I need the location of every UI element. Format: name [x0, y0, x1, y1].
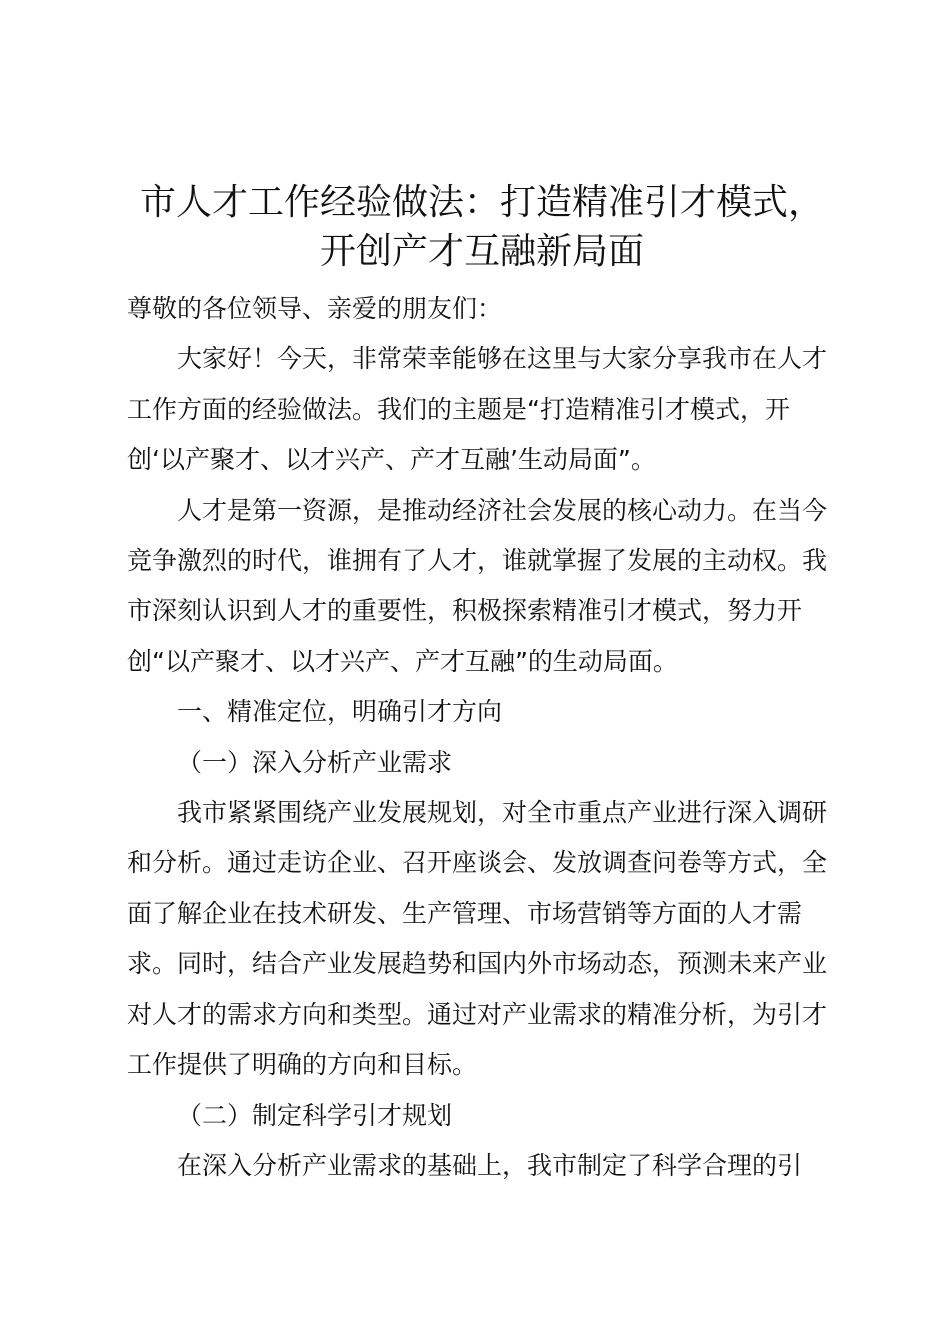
section-heading-1: 一、精准定位，明确引才方向	[177, 697, 503, 727]
document-title: 市人才工作经验做法：打造精准引才模式，开创产才互融新局面	[139, 182, 824, 272]
document-body	[127, 284, 837, 1191]
document-page	[127, 178, 837, 1191]
intro-paragraph: 大家好！今天，非常荣幸能够在这里与大家分享我市在人才工作方面的经验做法。我们的主题是“打造精准引才模式，开创‘以产聚才、以才兴产、产才互融’生动局面”。	[127, 344, 828, 475]
subsection-heading-1: （一）深入分析产业需求	[177, 747, 453, 777]
salutation: 尊敬的各位领导、亲爱的朋友们：	[127, 294, 503, 323]
subsection-heading-2: （二）制定科学引才规划	[177, 1100, 453, 1130]
subsection-paragraph-1: 我市紧紧围绕产业发展规划，对全市重点产业进行深入调研和分析。通过走访企业、召开座谈会、发放调查问卷等方式，全面了解企业在技术研发、生产管理、市场营销等方面的人才需求。同时，结合产业发展趋势和国内外市场动态，预测未来产业对人才的需求方向和类型。通过对产业需求的精准分析，为引才工作提供了明确的方向和目标。	[127, 798, 828, 1080]
subsection-paragraph-2: 在深入分析产业需求的基础上，我市制定了科学合理的引	[177, 1150, 803, 1180]
importance-paragraph: 人才是第一资源，是推动经济社会发展的核心动力。在当今竞争激烈的时代，谁拥有了人才，谁就掌握了发展的主动权。我市深刻认识到人才的重要性，积极探索精准引才模式，努力开创“以产聚才、以才兴产、产才互融”的生动局面。	[127, 495, 828, 676]
